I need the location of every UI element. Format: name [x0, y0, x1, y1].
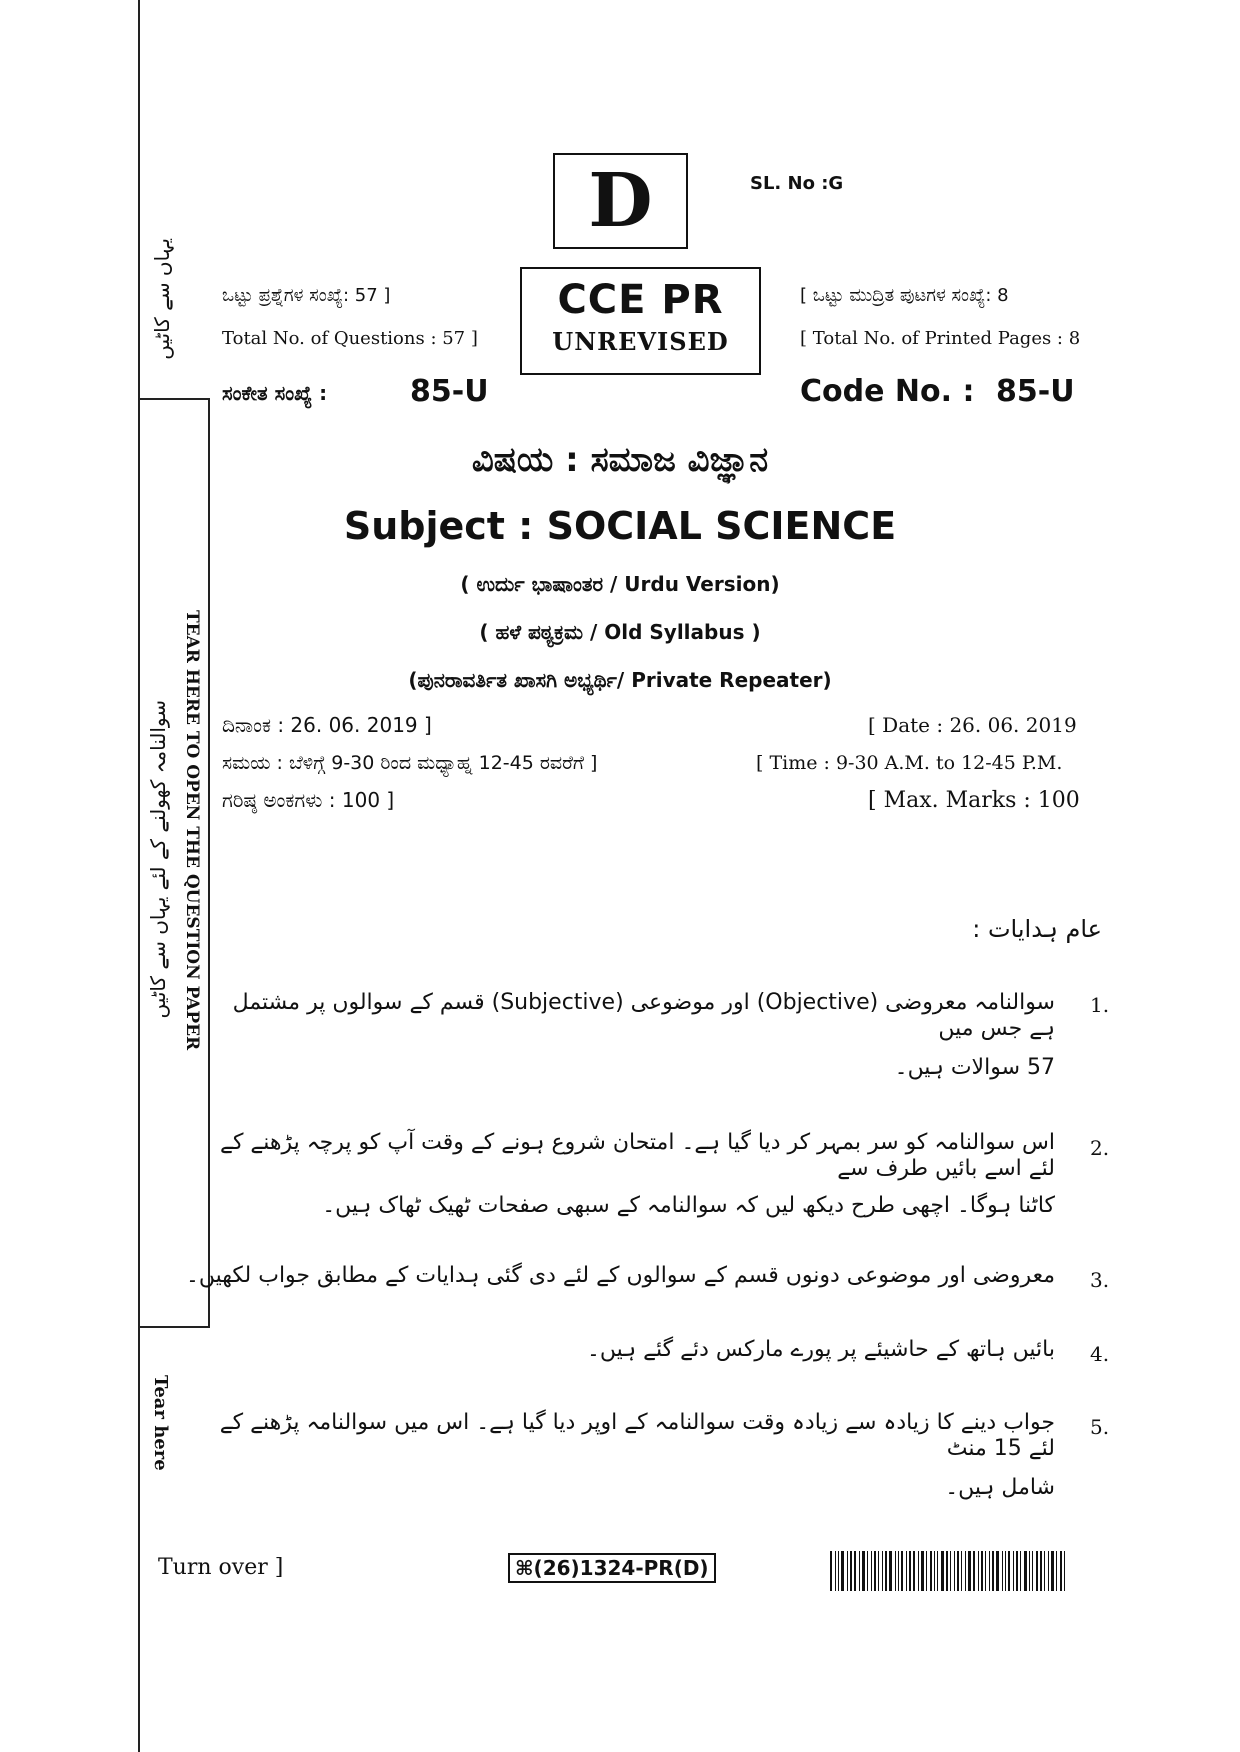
barcode-bar [941, 1551, 944, 1591]
syllabus-english: Old Syllabus ) [604, 620, 761, 644]
barcode-bar [835, 1551, 836, 1591]
barcode-bar [847, 1551, 848, 1591]
barcode-bar [830, 1551, 832, 1591]
version-letter: D [588, 158, 653, 244]
candidate-english: Private Repeater) [631, 668, 832, 692]
instruction-number: 4. [1090, 1342, 1110, 1366]
kannada-pages-count: [ ಒಟ್ಟು ಮುದ್ರಿತ ಪುಟಗಳ ಸಂಖ್ಯೆ: 8 [800, 285, 1009, 306]
instruction-line: اس سوالنامہ کو سر بمہر کر دیا گیا ہے۔ امتحان شروع ہونے کے وقت آپ کو پرچہ پڑھنے کے لئے اسے بائیں طرف سے [220, 1130, 1055, 1182]
exam-banner [520, 267, 761, 375]
barcode-bar [1051, 1551, 1054, 1591]
syllabus-line [0, 620, 1240, 644]
barcode-bar [1024, 1551, 1027, 1591]
instructions-heading: عام ہدایات : [972, 915, 1102, 943]
version-letter-box [553, 153, 688, 249]
marks-kannada: ಗರಿಷ್ಠ ಅಂಕಗಳು : 100 ] [222, 788, 395, 812]
instruction-line: بائیں ہاتھ کے حاشیئے پر پورے مارکس دئے گئے ہیں۔ [586, 1337, 1055, 1362]
total-pages: [ Total No. of Printed Pages : 8 [800, 328, 1081, 349]
barcode-bar [934, 1551, 935, 1591]
tear-here-instruction: TEAR HERE TO OPEN THE QUESTION PAPER [182, 610, 202, 1051]
instruction-line: سوالنامہ معروضی (Objective) اور موضوعی (Subjective) قسم کے سوالوں پر مشتمل ہے جس میں [232, 990, 1055, 1042]
kannada-code-label: ಸಂಕೇತ ಸಂಖ್ಯೆ : [222, 381, 328, 405]
barcode-bar [1002, 1551, 1003, 1591]
tear-here-label: Tear here [150, 1375, 171, 1471]
barcode-bar [895, 1551, 896, 1591]
barcode-bar [985, 1551, 986, 1591]
instruction-number: 1. [1090, 993, 1110, 1017]
barcode-bar [946, 1551, 948, 1591]
instruction-number: 5. [1090, 1415, 1110, 1439]
barcode-bar [913, 1551, 915, 1591]
instruction-line: شامل ہیں۔ [945, 1475, 1055, 1500]
barcode-bar [882, 1551, 883, 1591]
barcode-bar [867, 1551, 868, 1591]
barcode-bar [937, 1551, 938, 1591]
barcode-bar [906, 1551, 907, 1591]
serial-number: SL. No :G [750, 173, 844, 194]
barcode-bar [1056, 1551, 1057, 1591]
barcode-bar [1044, 1551, 1045, 1591]
exam-banner-subtitle: UNREVISED [552, 327, 729, 356]
total-questions: Total No. of Questions : 57 ] [222, 328, 478, 349]
barcode-bar [874, 1551, 876, 1591]
tear-here-urdu: سوالنامہ کھولنے کے لئے یہاں سے کاٹیں [146, 700, 170, 1019]
paper-code: ⌘(26)1324-PR(D) [508, 1553, 716, 1583]
barcode-bar [1013, 1551, 1014, 1591]
barcode-bar [957, 1551, 959, 1591]
margin-urdu-top: یہاں سے کاٹیں [150, 238, 174, 360]
kannada-questions-count: ಒಟ್ಟು ಪ್ರಶ್ನೆಗಳ ಸಂಖ್ಯೆ: 57 ] [222, 285, 391, 306]
barcode-bar [1036, 1551, 1038, 1591]
barcode-bar [1032, 1551, 1033, 1591]
exam-banner-title: CCE PR [557, 277, 724, 323]
barcode-bar [961, 1551, 962, 1591]
barcode-bar [989, 1551, 990, 1591]
version-english: Urdu Version) [624, 572, 780, 596]
barcode-bar [1008, 1551, 1010, 1591]
code-label: Code No. : [800, 374, 975, 409]
marks-english: [ Max. Marks : 100 [868, 788, 1080, 813]
barcode-bar [921, 1551, 924, 1591]
barcode-bar [909, 1551, 911, 1591]
barcode-bar [978, 1551, 979, 1591]
barcode-bar [885, 1551, 887, 1591]
instruction-line: جواب دینے کا زیادہ سے زیادہ وقت سوالنامہ کے اوپر دیا گیا ہے۔ اس میں سوالنامہ پڑھنے کے لئے 15 منٹ [219, 1410, 1055, 1462]
candidate-kannada: (ಪುನರಾವರ್ತಿತ ಖಾಸಗಿ ಅಭ್ಯರ್ಥಿ/ [408, 668, 625, 692]
barcode-bar [1048, 1551, 1049, 1591]
time-kannada: ಸಮಯ : ಬೆಳಿಗ್ಗೆ 9-30 ರಿಂದ ಮಧ್ಯಾಹ್ನ 12-45 ರವರೆಗೆ ] [222, 752, 598, 774]
barcode-bar [1016, 1551, 1018, 1591]
barcode-bar [901, 1551, 903, 1591]
syllabus-kannada: ( ಹಳೆ ಪಠ್ಯಕ್ರಮ / [479, 620, 598, 644]
barcode-bar [1040, 1551, 1042, 1591]
instruction-number: 3. [1090, 1268, 1110, 1292]
kannada-code-value: 85-U [410, 374, 489, 409]
code-value: 85-U [996, 374, 1075, 409]
barcode-bar [862, 1551, 865, 1591]
version-kannada: ( ಉರ್ದು ಭಾಷಾಂತರ / [460, 572, 618, 596]
barcode-bar [950, 1551, 951, 1591]
barcode-bar [1064, 1551, 1065, 1591]
instruction-line: کاٹنا ہوگا۔ اچھی طرح دیکھ لیں کہ سوالنامہ کے سبھی صفحات ٹھیک ٹھاک ہیں۔ [322, 1193, 1055, 1218]
barcode-bar [838, 1551, 839, 1591]
barcode-bar [954, 1551, 955, 1591]
barcode-bar [981, 1551, 983, 1591]
version-line [0, 572, 1240, 596]
barcode-bar [930, 1551, 932, 1591]
barcode-bar [898, 1551, 899, 1591]
barcode-bar [965, 1551, 966, 1591]
barcode-bar [871, 1551, 872, 1591]
barcode-bar [878, 1551, 879, 1591]
barcode-bar [859, 1551, 860, 1591]
time-english: [ Time : 9-30 A.M. to 12-45 P.M. [756, 752, 1063, 774]
subject-kannada: ವಿಷಯ : ಸಮಾಜ ವಿಜ್ಞಾನ [471, 440, 769, 480]
instruction-line: معروضی اور موضوعی دونوں قسم کے سوالوں کے لئے دی گئی ہدایات کے مطابق جواب لکھیں۔ [185, 1263, 1055, 1288]
barcode [830, 1551, 1110, 1591]
barcode-bar [1005, 1551, 1006, 1591]
date-english: [ Date : 26. 06. 2019 [868, 713, 1077, 737]
barcode-bar [968, 1551, 971, 1591]
barcode-bar [854, 1551, 856, 1591]
barcode-bar [973, 1551, 975, 1591]
barcode-bar [841, 1551, 844, 1591]
turn-over: Turn over ] [158, 1555, 284, 1580]
barcode-bar [1020, 1551, 1021, 1591]
date-kannada: ದಿನಾಂಕ : 26. 06. 2019 ] [222, 713, 432, 737]
instruction-number: 2. [1090, 1136, 1110, 1160]
barcode-bar [850, 1551, 852, 1591]
barcode-bar [1029, 1551, 1030, 1591]
instruction-line: 57 سوالات ہیں۔ [894, 1055, 1055, 1080]
barcode-bar [889, 1551, 892, 1591]
barcode-bar [918, 1551, 919, 1591]
candidate-line [0, 668, 1240, 692]
barcode-bar [1060, 1551, 1062, 1591]
barcode-bar [926, 1551, 927, 1591]
subject-english: Subject : SOCIAL SCIENCE [343, 504, 897, 548]
barcode-bar [992, 1551, 994, 1591]
barcode-bar [996, 1551, 999, 1591]
